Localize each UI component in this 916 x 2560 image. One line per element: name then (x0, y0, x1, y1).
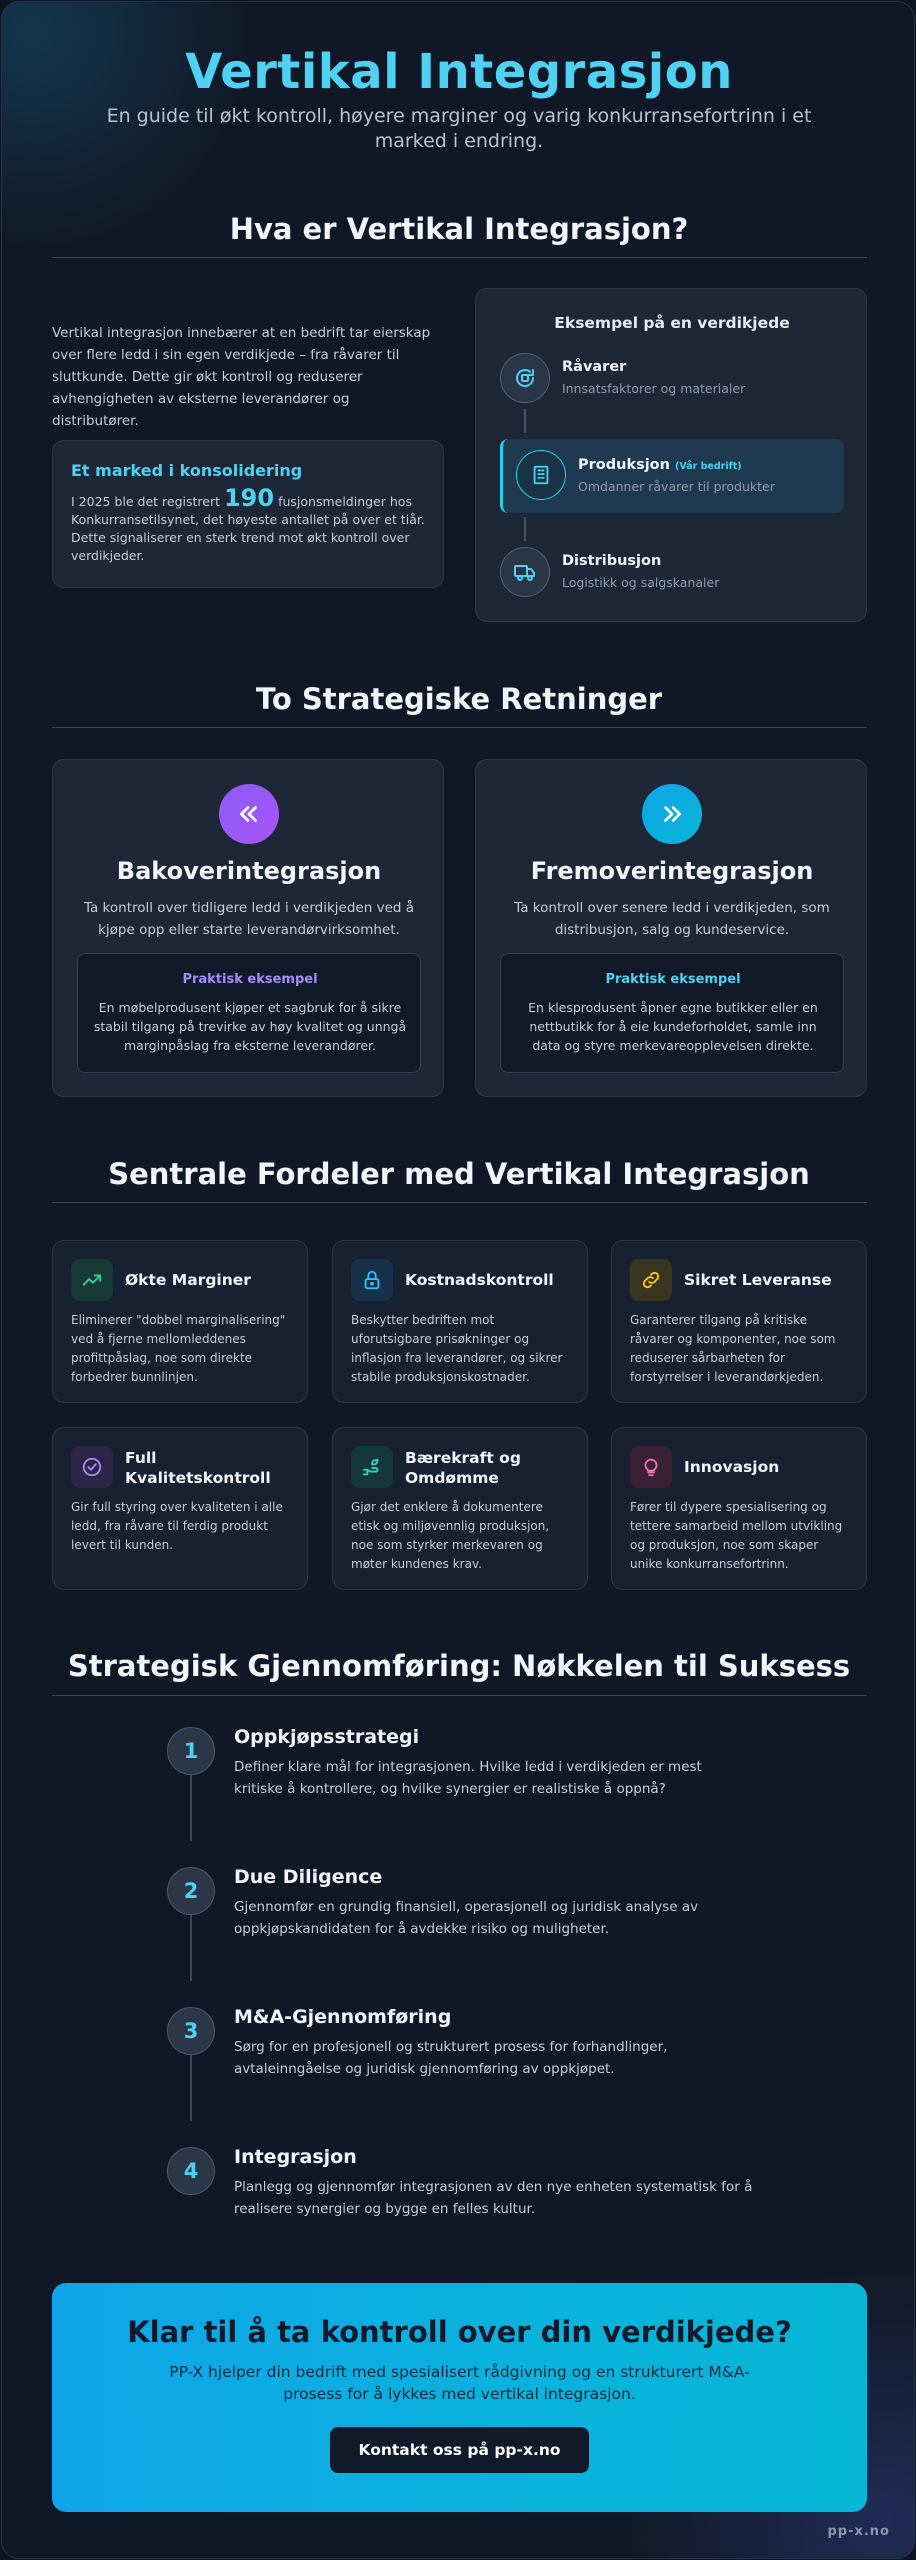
direction-desc: Ta kontroll over senere ledd i verdikjeden, som distribusjon, salg og kundeservice. (514, 900, 830, 938)
benefit-text: Gjør det enklere å dokumentere etisk og miljøvennlig produksjon, noe som styrker merkevaren og møter kundenes krav. (351, 1500, 550, 1571)
direction-example-box (77, 953, 421, 1073)
lock-icon (351, 1259, 393, 1301)
footer-brand: pp-x.no (827, 2524, 890, 2539)
double-chevron-right-icon (642, 784, 702, 844)
direction-desc: Ta kontroll over tidligere ledd i verdikjeden ved å kjøpe opp eller starte leverandørvirksomhet. (83, 900, 415, 938)
benefit-text: Garanterer tilgang på kritiske råvarer og komponenter, noe som reduserer sårbarheten for forstyrrelser i leverandørkjeden. (630, 1313, 836, 1384)
chain-item-sub: Omdanner råvarer til produkter (578, 479, 775, 494)
timeline-line (190, 1775, 192, 1841)
forward-card (475, 759, 867, 1097)
lightbulb-icon (630, 1446, 672, 1488)
benefit-text: Beskytter bedriften mot uforutsigbare prisøkninger og inflasjon fra leverandører, og sikrer stabile produksjonskostnader. (351, 1313, 563, 1384)
section-divider (52, 1202, 867, 1203)
benefit-title: Kostnadskontroll (405, 1271, 554, 1289)
section-divider (52, 727, 867, 728)
step-number: 2 (167, 1867, 215, 1915)
check-circle-icon (71, 1446, 113, 1488)
chain-item-title: Råvarer (562, 359, 627, 375)
market-text-before: I 2025 ble det registrert (71, 494, 220, 509)
benefit-text: Fører til dypere spesialisering og tettere samarbeid mellom utvikling og produksjon, noe som skaper unike konkurransefortrinn. (630, 1500, 843, 1571)
trending-up-icon (71, 1259, 113, 1301)
market-title: Et marked i konsolidering (71, 461, 303, 480)
chain-item-sub: Innsatsfaktorer og materialer (562, 381, 746, 396)
chain-item-title-text: Produksjon (578, 457, 670, 473)
double-chevron-left-icon (219, 784, 279, 844)
contact-button[interactable]: Kontakt oss på pp-x.no (330, 2427, 589, 2473)
chain-connector (524, 517, 526, 541)
section-title-execution: Strategisk Gjennomføring: Nøkkelen til Suksess (67, 1649, 851, 1683)
infographic-page (1, 1, 915, 2559)
direction-title: Fremoverintegrasjon (530, 857, 814, 885)
benefit-title: Økte Marginer (125, 1271, 251, 1289)
step-number: 4 (167, 2147, 215, 2195)
section-title-directions: To Strategiske Retninger (255, 682, 663, 716)
cta-title: Klar til å ta kontroll over din verdikjede? (127, 2315, 792, 2349)
cta-banner (52, 2283, 867, 2512)
cta-text: PP-X hjelper din bedrift med spesialisert rådgivning og en strukturert M&A-prosess for å lykkes med vertikal integrasjon. (169, 2363, 750, 2403)
benefit-card (332, 1427, 588, 1590)
step-text: Planlegg og gjennomfør integrasjonen av den nye enheten systematisk for å realisere synergier og bygge en felles kultur. (234, 2179, 753, 2217)
step-title: Oppkjøpsstrategi (234, 1726, 420, 1748)
direction-example-box (500, 953, 844, 1073)
step-title: Due Diligence (234, 1866, 383, 1888)
benefit-card (52, 1240, 308, 1403)
step-text: Sørg for en profesjonell og strukturert prosess for forhandlinger, avtaleinngåelse og juridisk gjennomføring av oppkjøpet. (234, 2039, 668, 2077)
intro-text: Vertikal integrasjon innebærer at en bedrift tar eierskap over flere ledd i sin egen verdikjede – fra råvarer til sluttkunde. Dette gir økt kontroll og reduserer avhengigheten av eksterne leverandører og distributører. (52, 325, 431, 429)
benefit-title: Sikret Leveranse (684, 1271, 832, 1289)
chain-item-sub: Logistikk og salgskanaler (562, 575, 720, 590)
step-number: 3 (167, 2007, 215, 2055)
chain-item-title: Distribusjon (562, 553, 662, 569)
section-divider (52, 1695, 867, 1696)
example-text: En klesprodusent åpner egne butikker eller en nettbutikk for å eie kundeforholdet, samle inn data og styre merkevareopplevelsen direkte. (528, 1000, 818, 1053)
market-text-after: fusjonsmeldinger hos Konkurransetilsynet, det høyeste antallet på over et tiår. Dette signaliserer en sterk trend mot økt kontroll over verdikjeder. (71, 494, 425, 563)
backward-card (52, 759, 444, 1097)
example-text: En møbelprodusent kjøper et sagbruk for å sikre stabil tilgang på trevirke av høy kvalitet og unngå marginpåslag fra eksterne leverandører. (93, 1000, 407, 1053)
benefit-text: Eliminerer "dobbel marginalisering" ved å fjerne mellomleddenes profittpåslag, noe som direkte forbedrer bunnlinjen. (71, 1313, 286, 1384)
recycle-icon (500, 353, 550, 403)
step-title: Integrasjon (234, 2146, 357, 2168)
market-card (52, 440, 444, 588)
step-title: M&A-Gjennomføring (234, 2006, 452, 2028)
timeline-line (190, 1915, 192, 1981)
market-number: 190 (223, 484, 275, 512)
benefit-title: Bærekraft og Omdømme (405, 1449, 521, 1487)
benefit-title: Full Kvalitetskontroll (125, 1449, 271, 1487)
section-title-what: Hva er Vertikal Integrasjon? (229, 212, 689, 246)
our-company-badge: (Vår bedrift) (675, 461, 742, 472)
benefit-card (52, 1427, 308, 1590)
chain-connector (524, 409, 526, 433)
benefit-card (332, 1240, 588, 1403)
section-title-benefits: Sentrale Fordeler med Vertikal Integrasjon (108, 1157, 810, 1191)
chain-item-title (578, 457, 742, 473)
value-chain-title: Eksempel på en verdikjede (554, 314, 790, 332)
benefit-title: Innovasjon (684, 1458, 780, 1476)
direction-title: Bakoverintegrasjon (116, 857, 382, 885)
timeline-line (190, 2055, 192, 2121)
truck-icon (500, 547, 550, 597)
link-icon (630, 1259, 672, 1301)
example-label: Praktisk eksempel (605, 972, 741, 987)
example-label: Praktisk eksempel (182, 972, 318, 987)
benefit-card (611, 1427, 867, 1590)
building-icon (516, 450, 566, 500)
market-text (71, 484, 431, 565)
value-chain-card (475, 288, 867, 622)
benefit-text: Gir full styring over kvaliteten i alle ledd, fra råvare til ferdig produkt levert til kunden. (71, 1500, 283, 1552)
step-text: Definer klare mål for integrasjonen. Hvilke ledd i verdikjeden er mest kritiske å kontrollere, og hvilke synergier er realistiske å oppnå? (234, 1759, 702, 1797)
benefit-card (611, 1240, 867, 1403)
section-divider (52, 257, 867, 258)
page-title: Vertikal Integrasjon (185, 44, 733, 100)
hand-leaf-icon (351, 1446, 393, 1488)
step-number: 1 (167, 1727, 215, 1775)
page-subtitle: En guide til økt kontroll, høyere marginer og varig konkurransefortrinn i et marked i endring. (106, 105, 812, 152)
step-text: Gjennomfør en grundig finansiell, operasjonell og juridisk analyse av oppkjøpskandidaten for å avdekke risiko og muligheter. (234, 1899, 699, 1937)
